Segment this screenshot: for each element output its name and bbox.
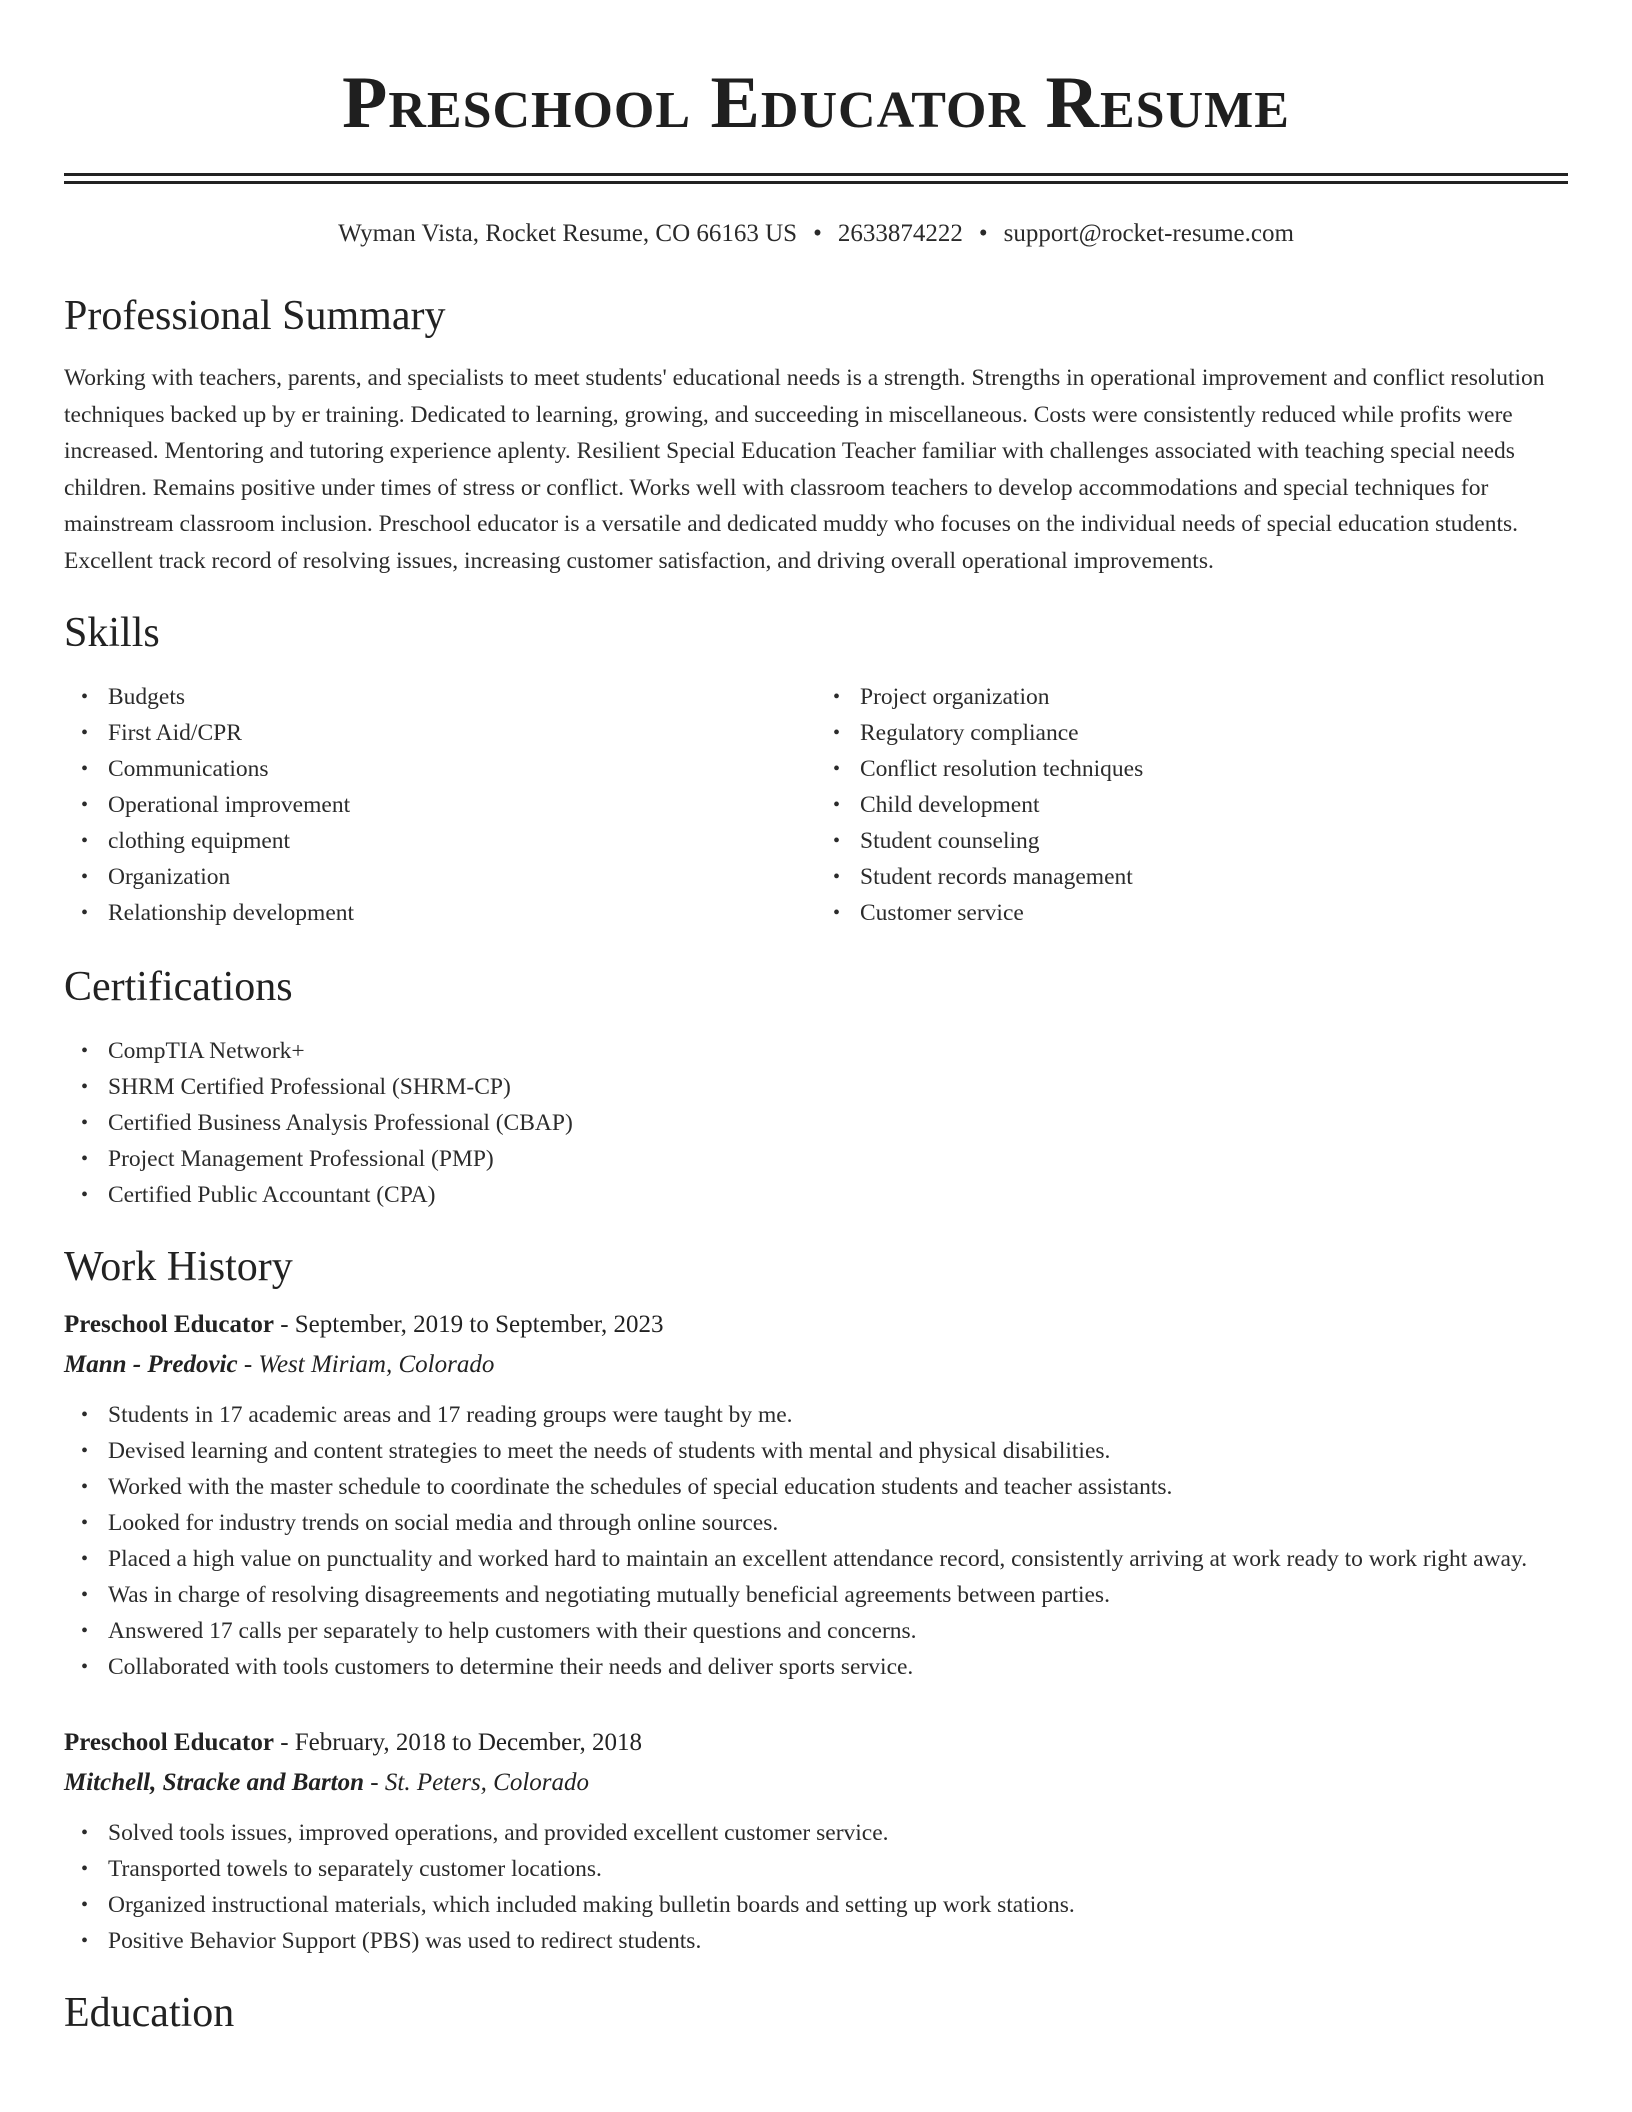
list-item-text: Certified Business Analysis Professional (CBAP): [108, 1110, 573, 1136]
contact-email[interactable]: support@rocket-resume.com: [1003, 220, 1294, 247]
bullet-icon: •: [833, 794, 841, 816]
bullet-icon: •: [81, 1476, 89, 1498]
bullet-icon: •: [81, 1148, 89, 1170]
job-title: Preschool Educator: [64, 1311, 274, 1338]
list-item-text: Budgets: [108, 684, 186, 710]
bullet-icon: •: [81, 1620, 89, 1642]
work-history-heading: Work History: [64, 1244, 293, 1290]
list-item-text: clothing equipment: [108, 828, 291, 854]
job-entry: [64, 1307, 1568, 1685]
job-company: Mann - Predovic: [64, 1351, 238, 1378]
skill-item: [833, 715, 1568, 751]
job-bullet-list: [64, 1397, 1568, 1685]
skills-heading: Skills: [64, 610, 160, 656]
list-item-text: Answered 17 calls per separately to help customers with their questions and concerns.: [108, 1618, 917, 1644]
title-divider: [64, 173, 1568, 184]
skill-item: [833, 895, 1568, 931]
certification-item: [81, 1033, 1568, 1069]
list-item-text: Solved tools issues, improved operations, and provided excellent customer service.: [108, 1820, 889, 1846]
skill-item: [833, 859, 1568, 895]
contact-line: [64, 218, 1568, 250]
list-item-text: Child development: [860, 792, 1040, 818]
job-bullet-list: [64, 1815, 1568, 1959]
skills-list-right: [816, 679, 1568, 931]
bullet-icon: •: [81, 830, 89, 852]
list-item-text: Project organization: [860, 684, 1050, 710]
bullet-icon: •: [81, 1112, 89, 1134]
skill-item: [81, 787, 816, 823]
skill-item: [81, 679, 816, 715]
bullet-icon: •: [81, 866, 89, 888]
bullet-icon: •: [833, 686, 841, 708]
job-bullet: [81, 1505, 1568, 1541]
resume-title: Preschool Educator Resume: [342, 62, 1290, 144]
bullet-icon: •: [81, 902, 89, 924]
list-item-text: Students in 17 academic areas and 17 reading groups were taught by me.: [108, 1402, 793, 1428]
job-bullet: [81, 1923, 1568, 1959]
skill-item: [81, 859, 816, 895]
job-dates: - September, 2019 to September, 2023: [273, 1311, 664, 1338]
job-company-line: [64, 1765, 1568, 1801]
skill-item: [81, 895, 816, 931]
skills-columns: [64, 679, 1568, 931]
certifications-list: [64, 1033, 1568, 1213]
list-item-text: CompTIA Network+: [108, 1038, 305, 1064]
skill-item: [833, 787, 1568, 823]
list-item-text: Worked with the master schedule to coordinate the schedules of special education students and teacher assistants.: [108, 1474, 1173, 1500]
bullet-icon: •: [81, 794, 89, 816]
list-item-text: Organization: [108, 864, 231, 890]
job-title: Preschool Educator: [64, 1729, 274, 1756]
list-item-text: Was in charge of resolving disagreements and negotiating mutually beneficial agreements between parties.: [108, 1582, 1110, 1608]
list-item-text: Relationship development: [108, 900, 355, 926]
list-item-text: Communications: [108, 756, 269, 782]
list-item-text: Customer service: [860, 900, 1024, 926]
skill-item: [81, 823, 816, 859]
skill-item: [833, 751, 1568, 787]
contact-address: Wyman Vista, Rocket Resume, CO 66163 US: [338, 220, 798, 247]
job-bullet: [81, 1577, 1568, 1613]
certification-item: [81, 1105, 1568, 1141]
job-bullet: [81, 1433, 1568, 1469]
job-bullet: [81, 1541, 1568, 1577]
list-item-text: Operational improvement: [108, 792, 351, 818]
job-bullet: [81, 1649, 1568, 1685]
bullet-icon: •: [81, 1858, 89, 1880]
job-location: - St. Peters, Colorado: [364, 1769, 590, 1796]
job-bullet: [81, 1851, 1568, 1887]
list-item-text: Organized instructional materials, which included making bulletin boards and setting up work stations.: [108, 1892, 1075, 1918]
list-item-text: Looked for industry trends on social media and through online sources.: [108, 1510, 779, 1536]
job-bullet: [81, 1887, 1568, 1923]
skill-item: [81, 715, 816, 751]
skills-list-left: [64, 679, 816, 931]
bullet-icon: •: [81, 1894, 89, 1916]
bullet-icon: •: [81, 1930, 89, 1952]
list-item-text: Certified Public Accountant (CPA): [108, 1182, 436, 1208]
summary-text: Working with teachers, parents, and specialists to meet students' educational needs is a strength. Strengths in operational improvement and conflict resolution techniques backed up by er training. Dedicated to learning, growing, and succeeding in miscellaneous. Costs were consistently reduced while profits were increased. Mentoring and tutoring experience aplenty. Resilient Special Education Teacher familiar with challenges associated with teaching special needs children. Remains positive under times of stress or conflict. Works well with classroom teachers to develop accommodations and special techniques for mainstream classroom inclusion. Preschool educator is a versatile and dedicated muddy who focuses on the individual needs of special education students. Excellent track record of resolving issues, increasing customer satisfaction, and driving overall operational improvements.: [64, 365, 1545, 574]
bullet-icon: •: [833, 758, 841, 780]
list-item-text: Conflict resolution techniques: [860, 756, 1144, 782]
skill-item: [833, 823, 1568, 859]
bullet-icon: •: [81, 722, 89, 744]
job-bullet: [81, 1397, 1568, 1433]
job-dates: - February, 2018 to December, 2018: [273, 1729, 643, 1756]
summary-heading: Professional Summary: [64, 293, 446, 339]
skill-item: [833, 679, 1568, 715]
list-item-text: Student counseling: [860, 828, 1040, 854]
skill-item: [81, 751, 816, 787]
certification-item: [81, 1177, 1568, 1213]
bullet-icon: •: [81, 1040, 89, 1062]
list-item-text: Project Management Professional (PMP): [108, 1146, 494, 1172]
education-heading: Education: [64, 1990, 235, 2036]
job-entry: [64, 1725, 1568, 1959]
bullet-icon: •: [833, 722, 841, 744]
job-bullet: [81, 1815, 1568, 1851]
certification-item: [81, 1069, 1568, 1105]
job-title-line: [64, 1725, 1568, 1761]
list-item-text: Student records management: [860, 864, 1133, 890]
bullet-icon: •: [81, 1822, 89, 1844]
job-bullet: [81, 1613, 1568, 1649]
certifications-heading: Certifications: [64, 964, 293, 1010]
bullet-icon: •: [833, 866, 841, 888]
bullet-icon: •: [81, 1584, 89, 1606]
list-item-text: Collaborated with tools customers to determine their needs and deliver sports service.: [108, 1654, 914, 1680]
list-item-text: Placed a high value on punctuality and worked hard to maintain an excellent attendance record, consistently arriving at work ready to work right away.: [108, 1546, 1528, 1572]
bullet-icon: •: [81, 1440, 89, 1462]
job-company: Mitchell, Stracke and Barton: [64, 1769, 365, 1796]
bullet-icon: •: [81, 1512, 89, 1534]
bullet-icon: •: [833, 902, 841, 924]
bullet-icon: •: [81, 1656, 89, 1678]
bullet-icon: •: [81, 1076, 89, 1098]
job-location: - West Miriam, Colorado: [237, 1351, 495, 1378]
job-bullet: [81, 1469, 1568, 1505]
bullet-icon: •: [81, 1404, 89, 1426]
contact-separator: •: [978, 220, 988, 247]
list-item-text: Regulatory compliance: [860, 720, 1079, 746]
job-title-line: [64, 1307, 1568, 1343]
list-item-text: Devised learning and content strategies to meet the needs of students with mental and physical disabilities.: [108, 1438, 1111, 1464]
list-item-text: Positive Behavior Support (PBS) was used to redirect students.: [108, 1928, 702, 1954]
list-item-text: SHRM Certified Professional (SHRM-CP): [108, 1074, 511, 1100]
contact-phone: 2633874222: [837, 220, 963, 247]
bullet-icon: •: [81, 1184, 89, 1206]
contact-separator: •: [813, 220, 822, 247]
bullet-icon: •: [81, 686, 89, 708]
bullet-icon: •: [833, 830, 841, 852]
certification-item: [81, 1141, 1568, 1177]
job-company-line: [64, 1347, 1568, 1383]
bullet-icon: •: [81, 758, 89, 780]
list-item-text: First Aid/CPR: [108, 720, 242, 746]
bullet-icon: •: [81, 1548, 89, 1570]
list-item-text: Transported towels to separately customer locations.: [108, 1856, 602, 1882]
